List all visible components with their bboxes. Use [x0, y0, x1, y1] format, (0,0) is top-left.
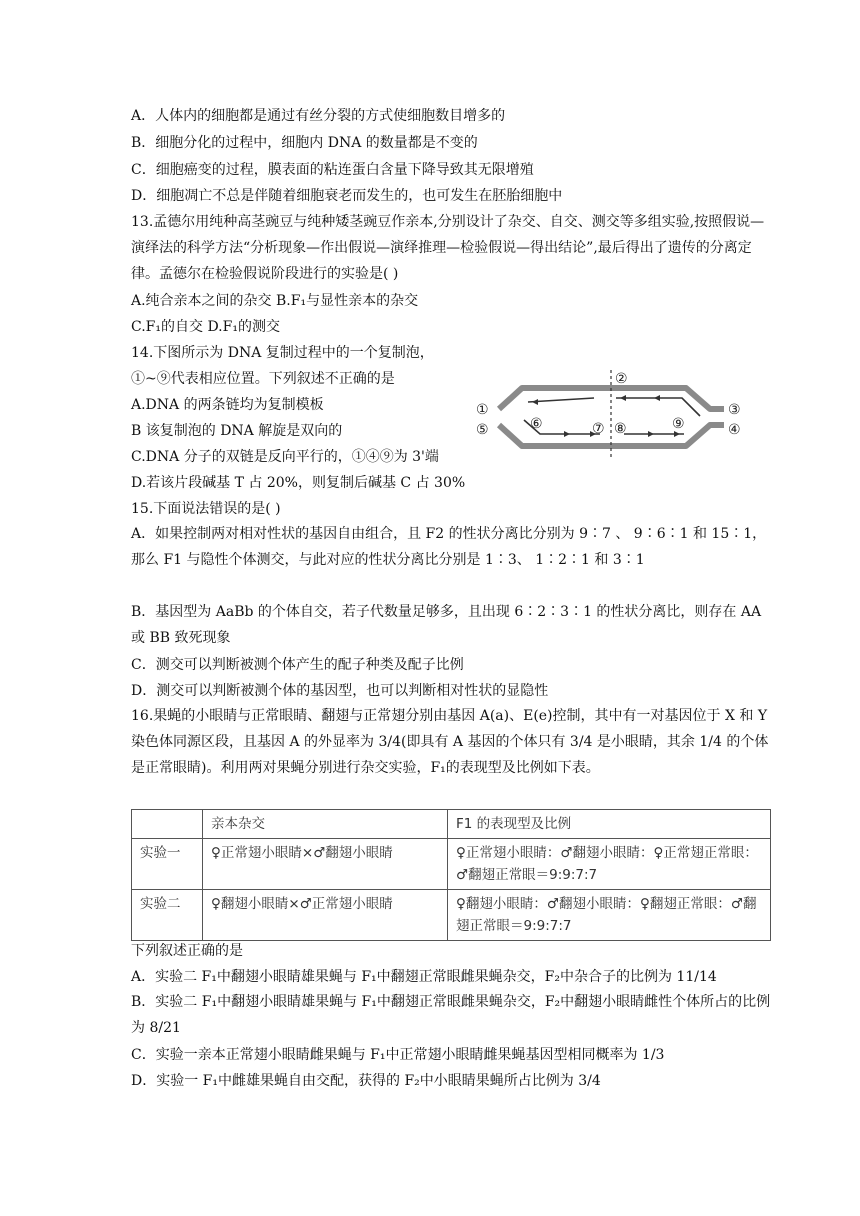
table-row	[132, 890, 771, 941]
table-header-empty	[132, 810, 203, 839]
q14-stem-line1: 14.下图所示为 DNA 复制过程中的一个复制泡，	[131, 345, 434, 361]
table-header-row	[132, 810, 771, 839]
q13-stem: 13.孟德尔用纯种高茎豌豆与纯种矮茎豌豆作亲本,分别设计了杂交、自交、测交等多组实验,按照假说—演绎法的科学方法“分析现象—作出假说—演绎推理—检验假说—得出结论”,最后得出了遗传的分离定律。孟德尔在检验假说阶段进行的实验是( )	[131, 214, 765, 282]
label-8: ⑧	[614, 421, 627, 437]
q15-stem: 15.下面说法错误的是( )	[131, 501, 281, 517]
q16-experiment-table	[131, 809, 771, 941]
q16-option-a: A．实验二 F₁中翻翅小眼睛雄果蝇与 F₁中翻翅正常眼雌果蝇杂交，F₂中杂合子的比例为 11/14	[131, 969, 717, 985]
q13-options-ab: A.纯合亲本之间的杂交 B.F₁与显性亲本的杂交	[131, 293, 419, 309]
q16-stem: 16.果蝇的小眼睛与正常眼睛、翻翅与正常翅分别由基因 A(a)、E(e)控制，其中有一对基因位于 X 和 Y 染色体同源区段，且基因 A 的外显率为 3/4(即具有 A 基因的个体只有 3/4 是小眼睛，其余 1/4 的个体是正常眼睛)。利用两对果蝇分别进行杂交实验，F₁的表现型及比例如下表。	[131, 708, 769, 776]
q15-option-b: B．基因型为 AaBb 的个体自交，若子代数量足够多，且出现 6∶2∶3∶1 的性状分离比，则存在 AA 或 BB 致死现象	[131, 604, 762, 646]
q12-option-b: B．细胞分化的过程中，细胞内 DNA 的数量都是不变的	[131, 135, 478, 151]
q16-option-b: B．实验二 F₁中翻翅小眼睛雄果蝇与 F₁中翻翅正常眼雌果蝇杂交，F₂中翻翅小眼睛雌性个体所占的比例为 8/21	[131, 994, 771, 1036]
arrow-left-3	[654, 395, 660, 401]
label-6: ⑥	[530, 416, 543, 432]
replication-bubble-diagram	[474, 366, 750, 460]
arrow-right-3	[648, 431, 654, 437]
label-7: ⑦	[592, 421, 605, 437]
label-2: ②	[615, 371, 628, 387]
new-strand-2	[616, 398, 700, 416]
label-1: ①	[476, 402, 489, 418]
q12-option-a: A．人体内的细胞都是通过有丝分裂的方式使细胞数目增多的	[131, 108, 506, 124]
q12-option-c: C．细胞癌变的过程，膜表面的粘连蛋白含量下降导致其无限增殖	[131, 162, 534, 178]
table-header-f1: F1 的表现型及比例	[448, 810, 771, 839]
arrow-right-1	[564, 431, 570, 437]
q12-option-d: D．细胞凋亡不总是伴随着细胞衰老而发生的，也可发生在胚胎细胞中	[131, 188, 563, 204]
arrow-left-1	[532, 399, 538, 405]
q15-option-a: A．如果控制两对相对性状的基因自由组合，且 F2 的性状分离比分别为 9∶7 、 9∶6∶1 和 15∶1，那么 F1 与隐性个体测交，与此对应的性状分离比分别是 1∶3、 1∶2∶1 和 3∶1	[131, 526, 767, 568]
q16-option-c: C．实验一亲本正常翅小眼睛雌果蝇与 F₁中正常翅小眼睛雌果蝇基因型相同概率为 1/3	[131, 1047, 665, 1063]
table-row	[132, 839, 771, 890]
label-9: ⑨	[672, 416, 685, 432]
label-4: ④	[728, 422, 741, 438]
q15-option-d: D．测交可以判断被测个体的基因型，也可以判断相对性状的显隐性	[131, 683, 549, 699]
table-cell-cross: ♀正常翅小眼睛×♂翻翅小眼睛	[203, 839, 448, 890]
q15-option-c: C．测交可以判断被测个体产生的配子种类及配子比例	[131, 657, 464, 673]
label-5: ⑤	[476, 422, 489, 438]
q14-option-a: A.DNA 的两条链均为复制模板	[131, 397, 324, 413]
q14-stem-line2: ①~⑨代表相应位置。下列叙述不正确的是	[131, 371, 395, 387]
q14-option-c: C.DNA 分子的双链是反向平行的，①④⑨为 3'端	[131, 449, 439, 465]
table-cell-f1: ♀翻翅小眼睛：♂翻翅小眼睛：♀翻翅正常眼：♂翻翅正常眼＝9:9:7:7	[448, 890, 771, 941]
arrowheads	[532, 395, 680, 437]
table-header-cross: 亲本杂交	[203, 810, 448, 839]
q13-options-cd: C.F₁的自交 D.F₁的测交	[131, 319, 280, 335]
arrow-left-2	[620, 395, 626, 401]
table-cell-f1: ♀正常翅小眼睛：♂翻翅小眼睛：♀正常翅正常眼：♂翻翅正常眼＝9:9:7:7	[448, 839, 771, 890]
q16-option-d: D．实验一 F₁中雌雄果蝇自由交配，获得的 F₂中小眼睛果蝇所占比例为 3/4	[131, 1073, 601, 1089]
table-cell-experiment: 实验一	[132, 839, 203, 890]
q14-option-d: D.若该片段碱基 T 占 20%，则复制后碱基 C 占 30%	[131, 475, 466, 491]
table-cell-cross: ♀翻翅小眼睛×♂正常翅小眼睛	[203, 890, 448, 941]
q14-option-b: B 该复制泡的 DNA 解旋是双向的	[131, 423, 343, 439]
q16-prompt: 下列叙述正确的是	[131, 943, 243, 959]
label-3: ③	[728, 402, 741, 418]
table-cell-experiment: 实验二	[132, 890, 203, 941]
